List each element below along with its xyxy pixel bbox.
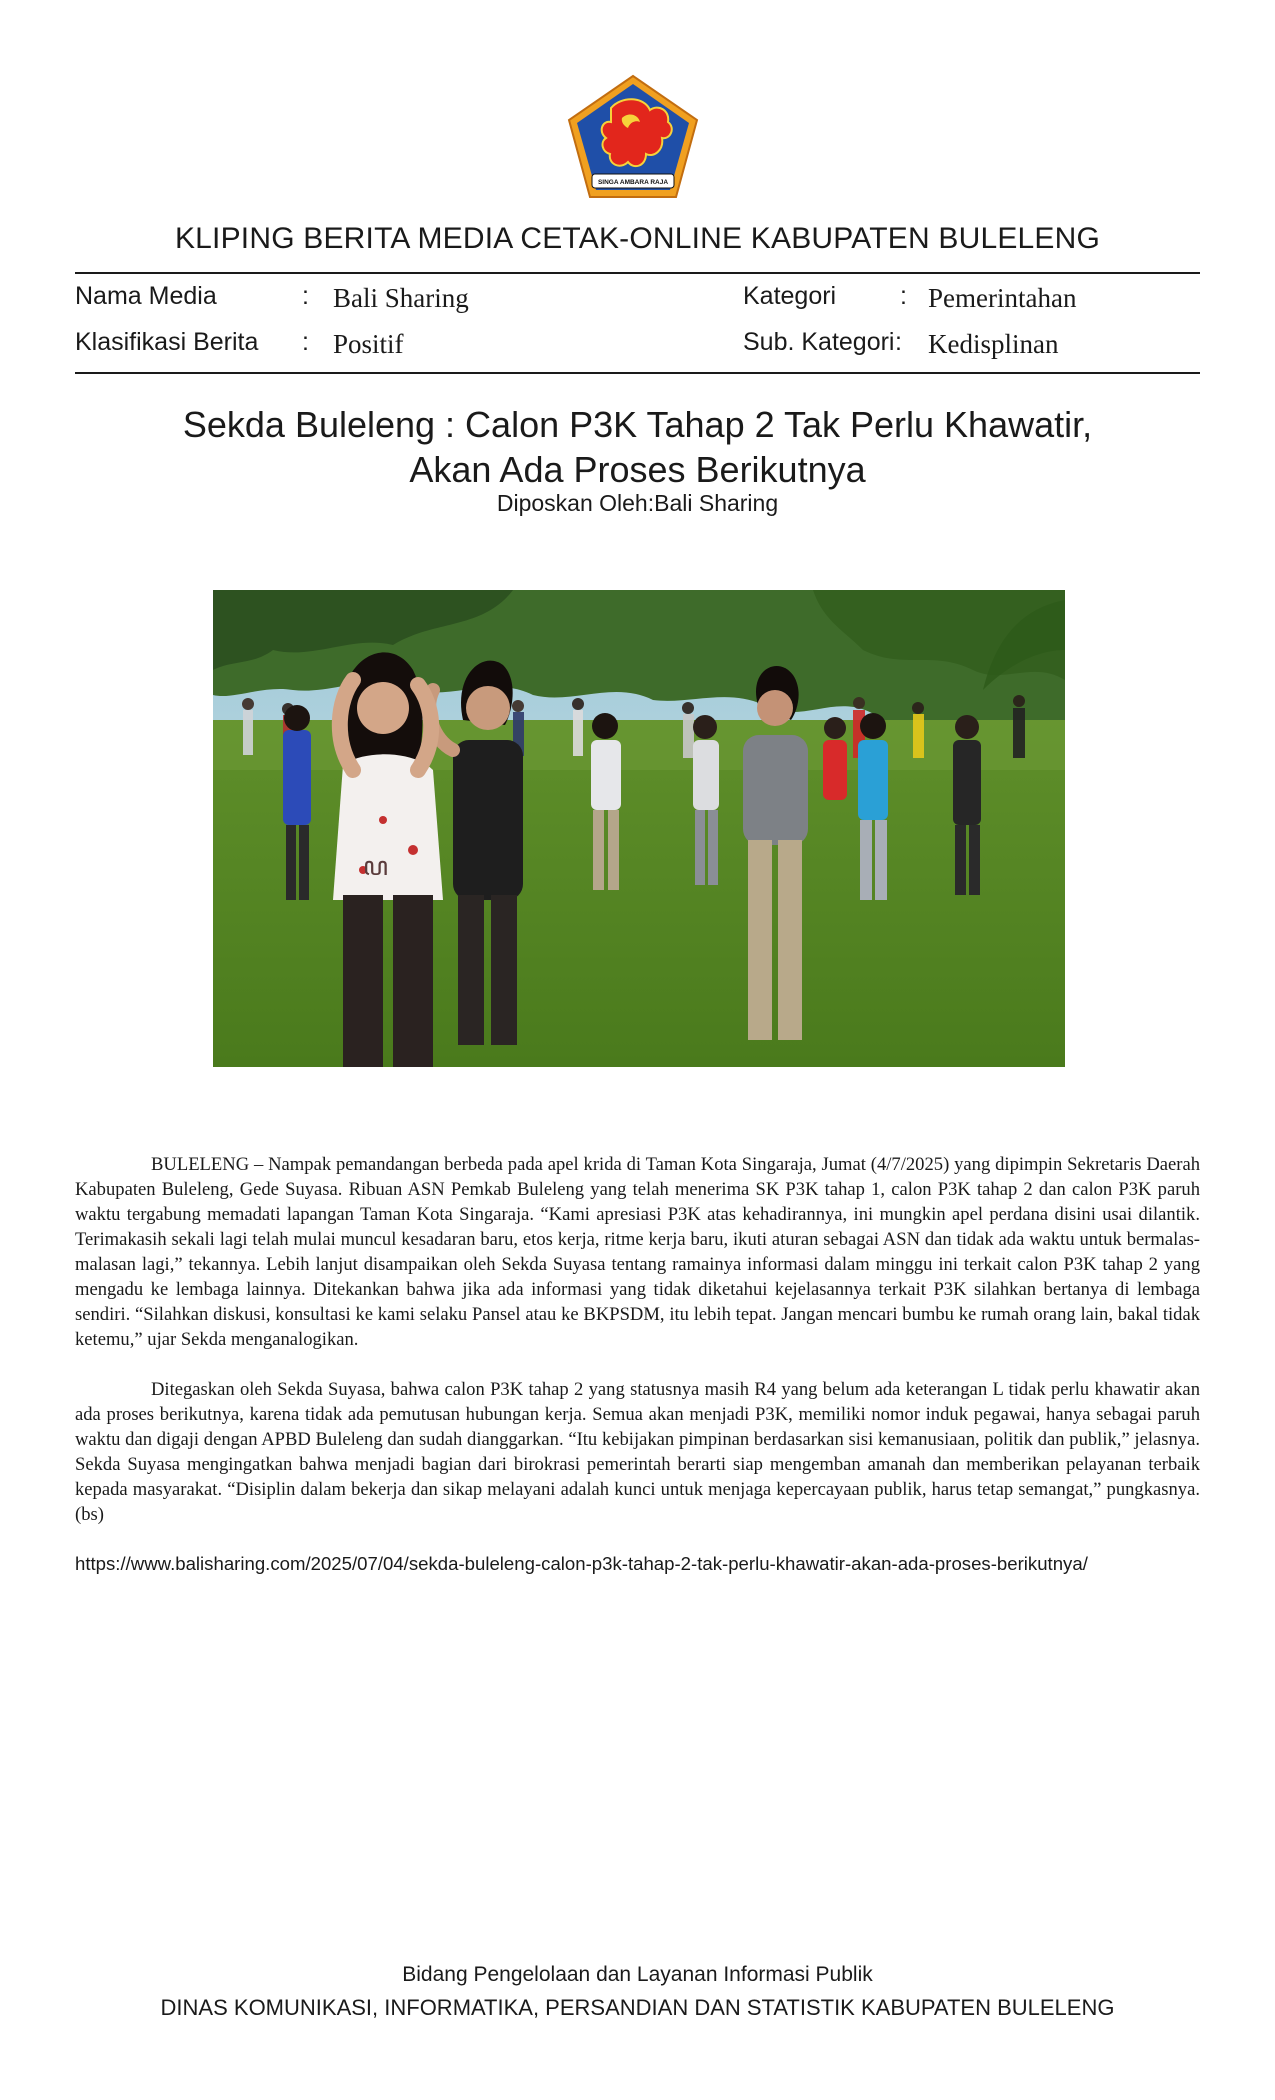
logo-motto: SINGA AMBARA RAJA <box>597 179 669 186</box>
header-divider-bottom <box>75 372 1200 374</box>
svg-text:ꦥ: ꦥ <box>363 852 389 882</box>
header-divider-top <box>75 272 1200 274</box>
media-name-value: Bali Sharing <box>333 283 469 313</box>
article-headline <box>0 402 1275 492</box>
classification-value: Positif <box>333 329 404 359</box>
article-byline: Diposkan Oleh:Bali Sharing <box>496 490 779 516</box>
category-value: Pemerintahan <box>928 283 1077 313</box>
media-name-colon: : <box>302 282 309 310</box>
category-colon: : <box>900 282 907 310</box>
classification-label: Klasifikasi Berita <box>75 328 259 356</box>
category-label: Kategori <box>743 282 837 310</box>
article-paragraph-1: BULELENG – Nampak pemandangan berbeda pada apel krida di Taman Kota Singaraja, Jumat (4/7/2025) yang dipimpin Sekretaris Daerah Kabupaten Buleleng, Gede Suyasa. Ribuan ASN Pemkab Buleleng yang telah menerima SK P3K tahap 1, calon P3K tahap 2 dan calon P3K paruh waktu tergabung memadati lapangan Taman Kota Singaraja. “Kami apresiasi P3K atas kehadirannya, ini mungkin apel perdana disini usai dilantik. Terimakasih sekali lagi telah mulai muncul kesadaran baru, etos kerja, ritme kerja baru, ikuti aturan sebagai ASN dan tidak ada waktu untuk bermalas-malasan lagi,” tekannya. Lebih lanjut disampaikan oleh Sekda Suyasa tentang ramainya informasi dalam minggu ini terkait calon P3K tahap 2 yang mengadu ke lembaga lainnya. Ditekankan bahwa jika ada informasi yang tidak diketahui kejelasannya terkait P3K silahkan bertanya di lembaga sendiri. “Silahkan diskusi, konsultasi ke kami selaku Pansel atau ke BKPSDM, itu lebih tepat. Jangan mencari bumbu ke rumah orang lain, bakal tidak ketemu,” ujar Sekda menganalogikan. <box>75 1154 1200 1350</box>
headline-line-2: Akan Ada Proses Berikutnya <box>409 449 866 490</box>
footer-agency-name: DINAS KOMUNIKASI, INFORMATIKA, PERSANDIAN DAN STATISTIK KABUPATEN BULELENG <box>160 1995 1115 2020</box>
headline-line-1: Sekda Buleleng : Calon P3K Tahap 2 Tak Perlu Khawatir, <box>182 404 1093 445</box>
subcategory-colon: : <box>895 328 902 356</box>
source-url-link[interactable]: https://www.balisharing.com/2025/07/04/sekda-buleleng-calon-p3k-tahap-2-tak-perlu-khawatir-akan-ada-proses-berikutnya/ <box>75 1553 1088 1574</box>
media-name-label: Nama Media <box>75 282 217 310</box>
clipping-header-title: KLIPING BERITA MEDIA CETAK-ONLINE KABUPATEN BULELENG <box>174 222 1101 255</box>
subcategory-label: Sub. Kategori <box>743 328 895 356</box>
article-paragraph-2: Ditegaskan oleh Sekda Suyasa, bahwa calon P3K tahap 2 yang statusnya masih R4 yang belum ada keterangan L tidak perlu khawatir akan ada proses berikutnya, karena tidak ada pemutusan hubungan kerja. Semua akan menjadi P3K, memiliki nomor induk pegawai, hanya sebagai paruh waktu dan digaji dengan APBD Buleleng dan sudah dianggarkan. “Itu kebijakan pimpinan berdasarkan sisi kemanusiaan, politik dan publik,” jelasnya. Sekda Suyasa mengingatkan bahwa menjadi bagian dari birokrasi pemerintah berarti siap mengemban amanah dan memberikan pelayanan terbaik kepada masyarakat. “Disiplin dalam bekerja dan sikap melayani adalah kunci untuk menjaga kepercayaan publik, harus tetap semangat,” pungkasnya. (bs) <box>75 1379 1200 1525</box>
classification-colon: : <box>302 328 309 356</box>
subcategory-value: Kedisplinan <box>928 329 1059 359</box>
buleleng-regency-crest-logo <box>566 74 700 200</box>
footer-division-name: Bidang Pengelolaan dan Layanan Informasi Publik <box>402 1963 873 1986</box>
article-photo-mass-exercise <box>213 590 1065 1067</box>
